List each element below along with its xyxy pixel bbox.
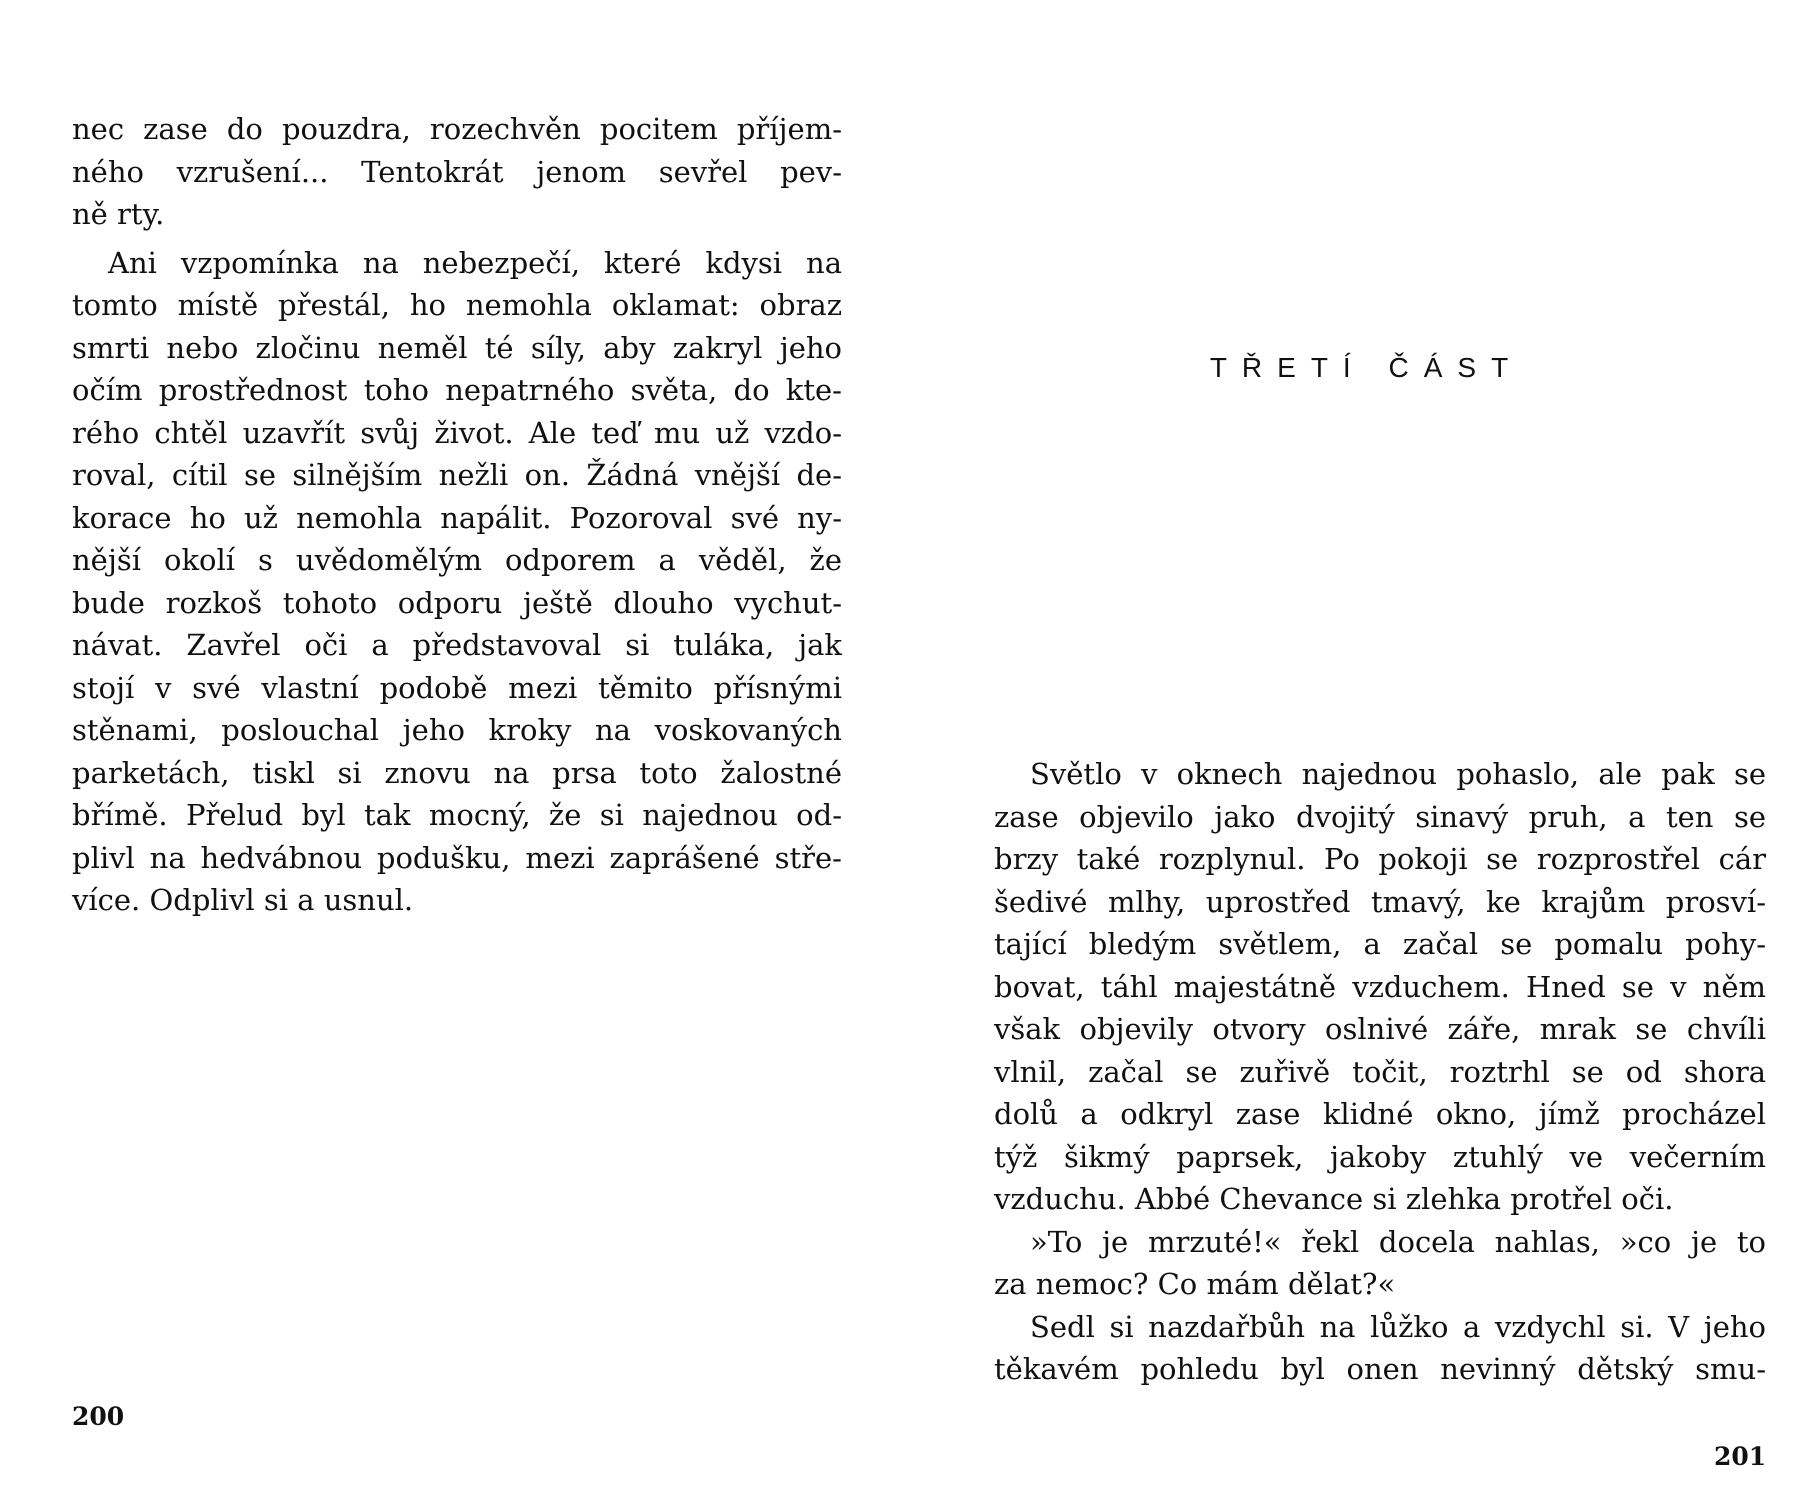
text-line: šedivé mlhy, uprostřed tmavý, ke krajům prosví- — [994, 884, 1766, 919]
text-line: rého chtěl uzavřít svůj život. Ale teď mu už vzdo- — [72, 415, 842, 450]
text-line: vlnil, začal se zuřivě točit, roztrhl se od shora — [994, 1054, 1766, 1089]
text-line: břímě. Přelud byl tak mocný, že si najednou od- — [72, 798, 842, 832]
text-line: nější okolí s uvědomělým odporem a věděl, že — [72, 543, 842, 577]
text-line: dolů a odkryl zase klidné okno, jímž procházel — [994, 1097, 1766, 1131]
right-page — [906, 0, 1812, 1500]
text-line: Sedl si nazdařbůh na lůžko a vzdychl si. V jeho — [1030, 1309, 1766, 1344]
text-line: týž šikmý paprsek, jakoby ztuhlý ve večerním — [994, 1139, 1766, 1174]
text-line: ně rty. — [72, 197, 165, 231]
right-page-text — [994, 753, 1766, 1391]
text-line: nec zase do pouzdra, rozechvěn pocitem příjem- — [72, 112, 842, 146]
text-line: za nemoc? Co mám dělat?« — [994, 1267, 1396, 1301]
text-line: vzduchu. Abbé Chevance si zlehka protřel oči. — [994, 1182, 1674, 1216]
text-line: »To je mrzuté!« řekl docela nahlas, »co je to — [1030, 1224, 1766, 1259]
text-line: stojí v své vlastní podobě mezi těmito přísnými — [72, 670, 842, 705]
text-line: tající bledým světlem, a začal se pomalu pohy- — [994, 927, 1766, 961]
text-line: korace ho už nemohla napálit. Pozoroval své ny- — [72, 500, 842, 535]
text-line: Ani vzpomínka na nebezpečí, které kdysi na — [108, 245, 842, 280]
text-line: však objevily otvory oslnivé záře, mrak se chvíli — [994, 1012, 1766, 1046]
text-line: očím prostřednost toho nepatrného světa, do kte- — [72, 373, 842, 407]
text-line: brzy také rozplynul. Po pokoji se rozprostřel cár — [994, 842, 1766, 876]
text-line: roval, cítil se silnějším nežli on. Žádná vnější de- — [72, 458, 842, 492]
text-line: plivl na hedvábnou podušku, mezi zaprášené stře- — [72, 840, 842, 875]
left-page-text — [72, 108, 842, 922]
text-line: více. Odplivl si a usnul. — [72, 883, 414, 917]
page-number: 201 — [1714, 1442, 1767, 1471]
text-line: bude rozkoš tohoto odporu ještě dlouho vychut- — [72, 585, 842, 620]
text-line: tomto místě přestál, ho nemohla oklamat: obraz — [72, 288, 842, 322]
text-line: návat. Zavřel oči a představoval si tuláka, jak — [72, 628, 842, 662]
text-line: bovat, táhl majestátně vzduchem. Hned se v něm — [994, 969, 1766, 1004]
text-line: těkavém pohledu byl onen nevinný dětský smu- — [994, 1352, 1766, 1386]
text-line: ného vzrušení... Tentokrát jenom sevřel pev- — [72, 154, 842, 189]
page-number: 200 — [72, 1402, 125, 1431]
text-line: stěnami, poslouchal jeho kroky na voskovaných — [72, 713, 842, 747]
text-line: Světlo v oknech najednou pohaslo, ale pak se — [1030, 757, 1766, 791]
part-heading: TŘETÍ ČÁST — [1209, 352, 1524, 383]
text-line: smrti nebo zločinu neměl té síly, aby zakryl jeho — [72, 330, 842, 365]
text-line: parketách, tiskl si znovu na prsa toto žalostné — [72, 755, 842, 790]
text-line: zase objevilo jako dvojitý sinavý pruh, a ten se — [994, 799, 1766, 834]
